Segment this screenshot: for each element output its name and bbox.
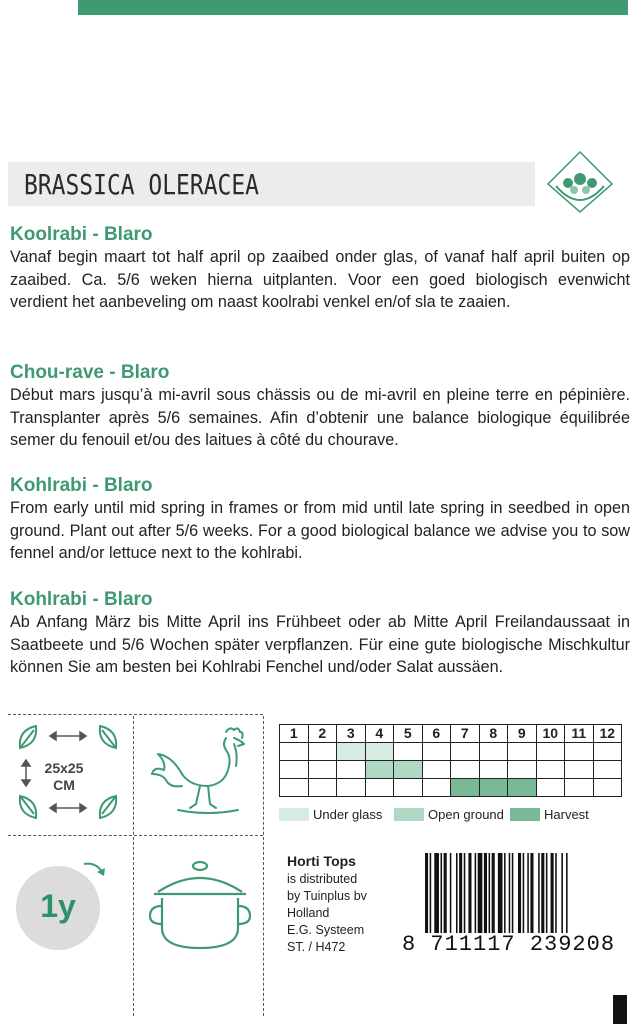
barcode: [423, 853, 625, 933]
sowing-calendar: [279, 724, 622, 797]
barcode-bar: [566, 853, 568, 933]
barcode-bar: [551, 853, 554, 933]
distributor-line: is distributed: [287, 872, 358, 886]
month-header: 2: [308, 725, 337, 743]
month-header: 4: [365, 725, 394, 743]
month-header: 11: [565, 725, 594, 743]
calendar-cell-under-glass: [508, 743, 537, 761]
barcode-bar: [425, 853, 428, 933]
barcode-bar: [541, 853, 544, 933]
calendar-cell-under-glass: [308, 743, 337, 761]
distributor-info: [287, 853, 367, 956]
month-header: 10: [536, 725, 565, 743]
barcode-bar: [475, 853, 477, 933]
calendar-cell-open-ground: [280, 761, 309, 779]
section-text: Début mars jusqu’à mi-avril sous chässis ou de mi-avril en pleine terre en pépinière. Transplanter après 5/6 semaines. Afin d’obtenir une balance biologique équilibrée semer du fenouil et/ou des laitues à côté du chourave.: [10, 386, 630, 449]
barcode-bar: [478, 853, 483, 933]
distributor-line: ST. / H472: [287, 940, 346, 954]
section-dutch: [10, 224, 630, 314]
species-name: BRASSICA OLERACEA: [24, 168, 259, 201]
calendar-cell-harvest: [536, 779, 565, 797]
barcode-bar: [555, 853, 557, 933]
barcode-bar: [504, 853, 506, 933]
legend-open-ground: [394, 807, 504, 825]
calendar-cell-under-glass: [280, 743, 309, 761]
month-header: 5: [394, 725, 423, 743]
section-text: Vanaf begin maart tot half april op zaaibed onder glas, of vanaf half april buiten op zaaibed. Ca. 5/6 weken hierna uitplanten. Voor een goed biologisch evenwicht verdient het aanbeveling om naast koolrabi venkel en/of sla te zaaien.: [10, 248, 630, 311]
calendar-cell-under-glass: [422, 743, 451, 761]
barcode-bar: [561, 853, 563, 933]
section-text: From early until mid spring in frames or from mid until late spring in seedbed in open ground. Plant out after 5/6 weeks. For a good biological balance we advise you to sow fennel and/or lettuce next to the kohlrabi.: [10, 499, 630, 562]
calendar-cell-under-glass: [565, 743, 594, 761]
month-header: 12: [593, 725, 622, 743]
cycle-arrow-icon: [80, 858, 110, 882]
top-color-bar: [78, 0, 628, 15]
calendar-cell-harvest: [479, 779, 508, 797]
calendar-cell-under-glass: [365, 743, 394, 761]
calendar-cell-under-glass: [593, 743, 622, 761]
section-german: [10, 589, 630, 679]
legend-swatch: [394, 808, 424, 821]
spacing-value: 25x25: [44, 760, 84, 776]
barcode-bar: [444, 853, 447, 933]
legend-under-glass: [279, 807, 382, 825]
barcode-bar: [464, 853, 466, 933]
calendar-cell-harvest: [508, 779, 537, 797]
section-title: Kohlrabi - Blaro: [10, 475, 153, 496]
month-header: 7: [451, 725, 480, 743]
brand-name: Horti Tops: [287, 853, 356, 869]
legend-swatch: [510, 808, 540, 821]
species-band: [8, 162, 535, 206]
barcode-bar: [456, 853, 458, 933]
barcode-bar: [518, 853, 521, 933]
barcode-bar: [459, 853, 462, 933]
calendar-cell-harvest: [365, 779, 394, 797]
month-header: 6: [422, 725, 451, 743]
calendar-cell-open-ground: [508, 761, 537, 779]
calendar-cell-under-glass: [451, 743, 480, 761]
divider: [133, 716, 134, 1016]
barcode-number: 8 711117 239208: [402, 932, 616, 957]
barcode-bar: [509, 853, 511, 933]
corner-mark: [613, 995, 627, 1024]
calendar-cell-harvest: [451, 779, 480, 797]
distributor-line: E.G. Systeem: [287, 923, 365, 937]
section-title: Koolrabi - Blaro: [10, 224, 153, 245]
section-text: Ab Anfang März bis Mitte April ins Frühbeet oder ab Mitte April Freilandaussaat in Saatbeete und 5/6 Wochen später verpflanzen. Für eine gute biologische Mischkultur können Sie am besten bei Kohlrabi Fenchel und/oder Salat aussäen.: [10, 613, 630, 676]
calendar-cell-open-ground: [337, 761, 366, 779]
calendar-cell-under-glass: [479, 743, 508, 761]
calendar-cell-open-ground: [451, 761, 480, 779]
section-english: [10, 475, 630, 565]
cooking-pot-icon: [144, 858, 256, 954]
section-title: Chou-rave - Blaro: [10, 362, 170, 383]
divider: [8, 835, 263, 836]
calendar-cell-open-ground: [308, 761, 337, 779]
hanging-basket-icon: [546, 150, 614, 214]
spacing-label: [42, 760, 86, 794]
calendar-cell-harvest: [337, 779, 366, 797]
barcode-bar: [523, 853, 525, 933]
calendar-cell-open-ground: [536, 761, 565, 779]
calendar-cell-harvest: [422, 779, 451, 797]
barcode-bar: [530, 853, 533, 933]
barcode-bar: [492, 853, 495, 933]
calendar-cell-open-ground: [565, 761, 594, 779]
barcode-bar: [512, 853, 514, 933]
distributor-line: by Tuinplus bv: [287, 889, 367, 903]
calendar-cell-harvest: [280, 779, 309, 797]
calendar-cell-open-ground: [479, 761, 508, 779]
calendar-cell-harvest: [565, 779, 594, 797]
calendar-cell-open-ground: [422, 761, 451, 779]
calendar-cell-open-ground: [365, 761, 394, 779]
legend-label: Harvest: [544, 807, 589, 822]
barcode-bar: [434, 853, 439, 933]
calendar-cell-open-ground: [394, 761, 423, 779]
barcode-bar: [468, 853, 471, 933]
section-french: [10, 362, 630, 452]
calendar-cell-harvest: [593, 779, 622, 797]
barcode-bar: [441, 853, 443, 933]
distributor-line: Holland: [287, 906, 330, 920]
barcode-bar: [538, 853, 540, 933]
calendar-cell-harvest: [394, 779, 423, 797]
barcode-bar: [546, 853, 548, 933]
month-header: 3: [337, 725, 366, 743]
month-header: 9: [508, 725, 537, 743]
barcode-bar: [450, 853, 452, 933]
month-header: 8: [479, 725, 508, 743]
legend-swatch: [279, 808, 309, 821]
spacing-unit: CM: [53, 777, 75, 793]
section-title: Kohlrabi - Blaro: [10, 589, 153, 610]
rooster-icon: [150, 722, 254, 822]
calendar-cell-harvest: [308, 779, 337, 797]
calendar-cell-under-glass: [394, 743, 423, 761]
legend-harvest: [510, 807, 589, 825]
barcode-bar: [489, 853, 491, 933]
barcode-bar: [484, 853, 487, 933]
barcode-bar: [527, 853, 529, 933]
month-header: 1: [280, 725, 309, 743]
calendar-cell-open-ground: [593, 761, 622, 779]
barcode-bar: [498, 853, 503, 933]
legend-label: Open ground: [428, 807, 504, 822]
divider: [8, 714, 263, 715]
calendar-cell-under-glass: [337, 743, 366, 761]
barcode-bar: [430, 853, 432, 933]
legend-label: Under glass: [313, 807, 383, 822]
calendar-cell-under-glass: [536, 743, 565, 761]
divider: [263, 716, 264, 1016]
lifecycle-label: 1y: [40, 888, 76, 924]
